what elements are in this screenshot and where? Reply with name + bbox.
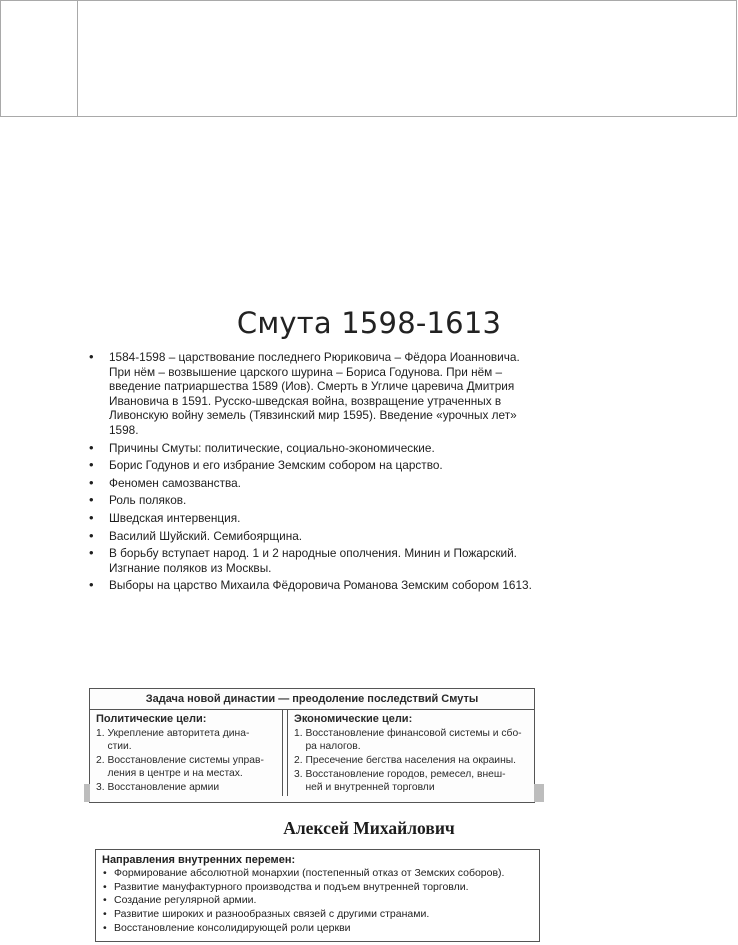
economic-goals-column — [287, 710, 535, 796]
scan-shadow — [84, 784, 90, 802]
list-item: • В борьбу вступает народ. 1 и 2 народные ополчения. Минин и Пожарский. Изгнание поляков из Москвы. — [88, 546, 540, 575]
table-column-divider — [77, 1, 78, 116]
list-item: • Развитие мануфактурного производства и подъем внутренней торговли. — [102, 881, 533, 895]
internal-changes-box — [95, 849, 540, 942]
economic-goals-list — [294, 727, 529, 794]
list-item: • Шведская интервенция. — [88, 511, 540, 526]
list-item: 2. Восстановление системы управ- ления в центре и на местах. — [96, 755, 264, 779]
internal-changes-list — [102, 867, 533, 936]
table-header: Задача новой династии — преодоление последствий Смуты — [90, 689, 534, 710]
list-item: • 1584-1598 – царствование последнего Рюриковича – Фёдора Иоанновича. При нём – возвышение царского шурина – Бориса Годунова. При нём – введение патриаршества 1589 (Иов). Смерть в Угличе царевича Дмитрия Ивановича в 1591. Русско-шведская война, возвращение утраченных в Ливонскую войну земель (Тявзинский мир 1595). Введение «урочных лет» 1598. — [88, 350, 540, 438]
list-item: • Развитие широких и разнообразных связей с другими странами. — [102, 908, 533, 922]
dynasty-goals-table — [89, 688, 535, 803]
list-item: 3. Восстановление городов, ремесел, внеш- ней и внутренней торговли — [294, 769, 506, 793]
tsar-name-heading: Алексей Михайлович — [283, 818, 455, 838]
list-item: 1. Укрепление авторитета дина- стии. — [96, 728, 250, 752]
list-item: 1. Восстановление финансовой системы и сбо- ра налогов. — [294, 728, 522, 752]
political-goals-column — [90, 710, 283, 796]
list-item: • Василий Шуйский. Семибоярщина. — [88, 529, 540, 544]
list-item: 3. Восстановление армии — [96, 782, 220, 793]
list-item: • Восстановление консолидирующей роли церкви — [102, 922, 533, 936]
list-item: • Феномен самозванства. — [88, 476, 540, 491]
slide-bullet-list — [88, 350, 540, 596]
list-item: • Роль поляков. — [88, 493, 540, 508]
list-item: • Борис Годунов и его избрание Земским собором на царство. — [88, 458, 540, 473]
list-item: • Причины Смуты: политические, социально-экономические. — [88, 441, 540, 456]
column-title: Экономические цели: — [294, 713, 413, 725]
scan-shadow — [534, 784, 544, 802]
list-item: 2. Пресечение бегства населения на окраины. — [294, 755, 517, 766]
political-goals-list — [96, 727, 276, 794]
box-title: Направления внутренних перемен: — [102, 854, 296, 866]
list-item: • Создание регулярной армии. — [102, 894, 533, 908]
column-title: Политические цели: — [96, 713, 207, 725]
slide-title: Смута 1598-1613 — [236, 306, 502, 340]
empty-table — [0, 0, 737, 117]
list-item: • Формирование абсолютной монархии (постепенный отказ от Земских соборов). — [102, 867, 533, 881]
list-item: • Выборы на царство Михаила Фёдоровича Романова Земским собором 1613. — [88, 578, 540, 593]
